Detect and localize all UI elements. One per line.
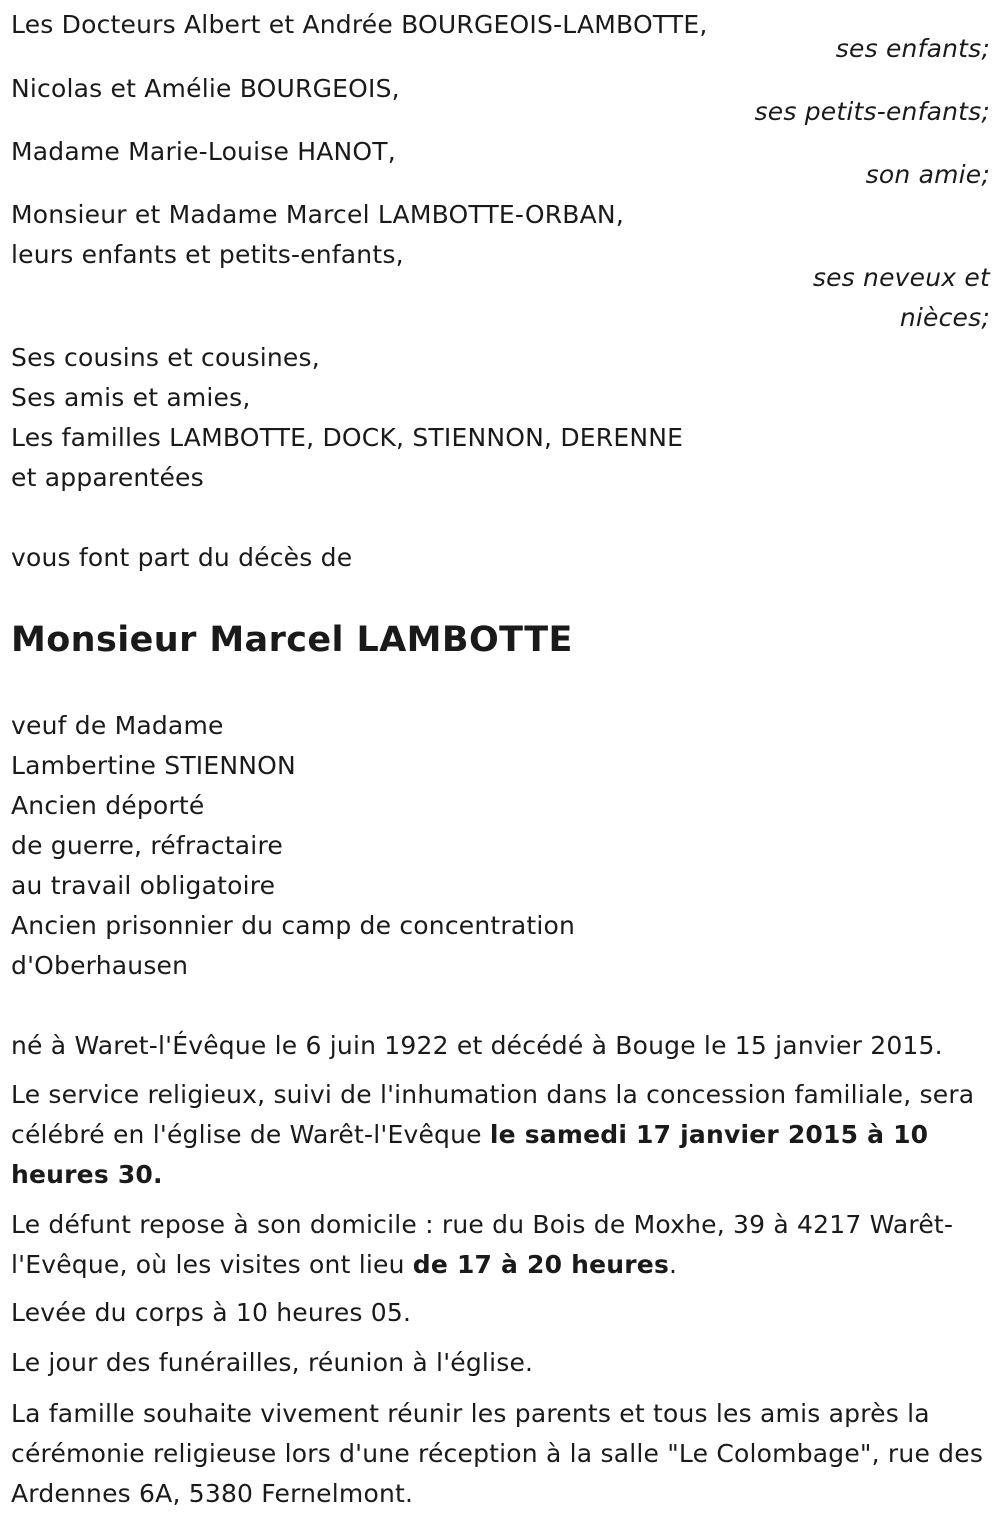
- relation-nephews-2: nièces;: [899, 303, 990, 332]
- relation-nephews-1: ses neveux et: [812, 263, 990, 292]
- detail-line: d'Oberhausen: [11, 951, 189, 980]
- repose-end: .: [669, 1250, 678, 1279]
- family-line-grandchildren: Nicolas et Amélie BOURGEOIS,: [11, 74, 400, 103]
- birth-death: né à Waret-l'Évêque le 6 juin 1922 et décédé à Bouge le 15 janvier 2015.: [11, 1031, 943, 1060]
- detail-line: Ancien déporté: [11, 791, 205, 820]
- family-line-children: Les Docteurs Albert et Andrée BOURGEOIS-LAMBOTTE,: [11, 10, 708, 39]
- family-line-nephews-children: leurs enfants et petits-enfants,: [11, 240, 404, 269]
- detail-line: au travail obligatoire: [11, 871, 276, 900]
- visit-hours: de 17 à 20 heures: [412, 1250, 670, 1279]
- repose-text: Le défunt repose à son domicile : rue du Bois de Moxhe, 39 à 4217 Warêt-l'Evêque, où les visites ont lieu: [11, 1210, 954, 1279]
- others-line-friends: Ses amis et amies,: [11, 383, 251, 412]
- family-line-friend: Madame Marie-Louise HANOT,: [11, 137, 396, 166]
- detail-line: Lambertine STIENNON: [11, 751, 296, 780]
- detail-line: veuf de Madame: [11, 711, 224, 740]
- reunion: Le jour des funérailles, réunion à l'église.: [11, 1348, 534, 1377]
- reception-paragraph: La famille souhaite vivement réunir les parents et tous les amis après la cérémonie religieuse lors d'une réception à la salle "Le Colombage", rue des Ardennes 6A, 5380 Fernelmont.: [11, 1399, 984, 1508]
- detail-line: Ancien prisonnier du camp de concentration: [11, 911, 576, 940]
- levee: Levée du corps à 10 heures 05.: [11, 1298, 412, 1327]
- deceased-name: Monsieur Marcel LAMBOTTE: [11, 620, 573, 660]
- detail-line: de guerre, réfractaire: [11, 831, 283, 860]
- relation-grandchildren: ses petits-enfants;: [754, 97, 990, 126]
- others-line-families: Les familles LAMBOTTE, DOCK, STIENNON, DERENNE: [11, 423, 684, 452]
- service-text: Le service religieux, suivi de l'inhumation dans la concession familiale, sera célébré en l'église de Warêt-l'Evêque: [11, 1080, 975, 1149]
- relation-friend: son amie;: [865, 160, 990, 189]
- relation-children: ses enfants;: [835, 34, 990, 63]
- others-line-related: et apparentées: [11, 463, 204, 492]
- service-paragraph: [11, 1075, 991, 1195]
- service-date: le samedi 17 janvier 2015 à 10 heures 30.: [11, 1120, 929, 1189]
- announcement: vous font part du décès de: [11, 543, 353, 572]
- others-line-cousins: Ses cousins et cousines,: [11, 343, 320, 372]
- family-line-nephews: Monsieur et Madame Marcel LAMBOTTE-ORBAN,: [11, 200, 624, 229]
- repose-paragraph: [11, 1205, 991, 1285]
